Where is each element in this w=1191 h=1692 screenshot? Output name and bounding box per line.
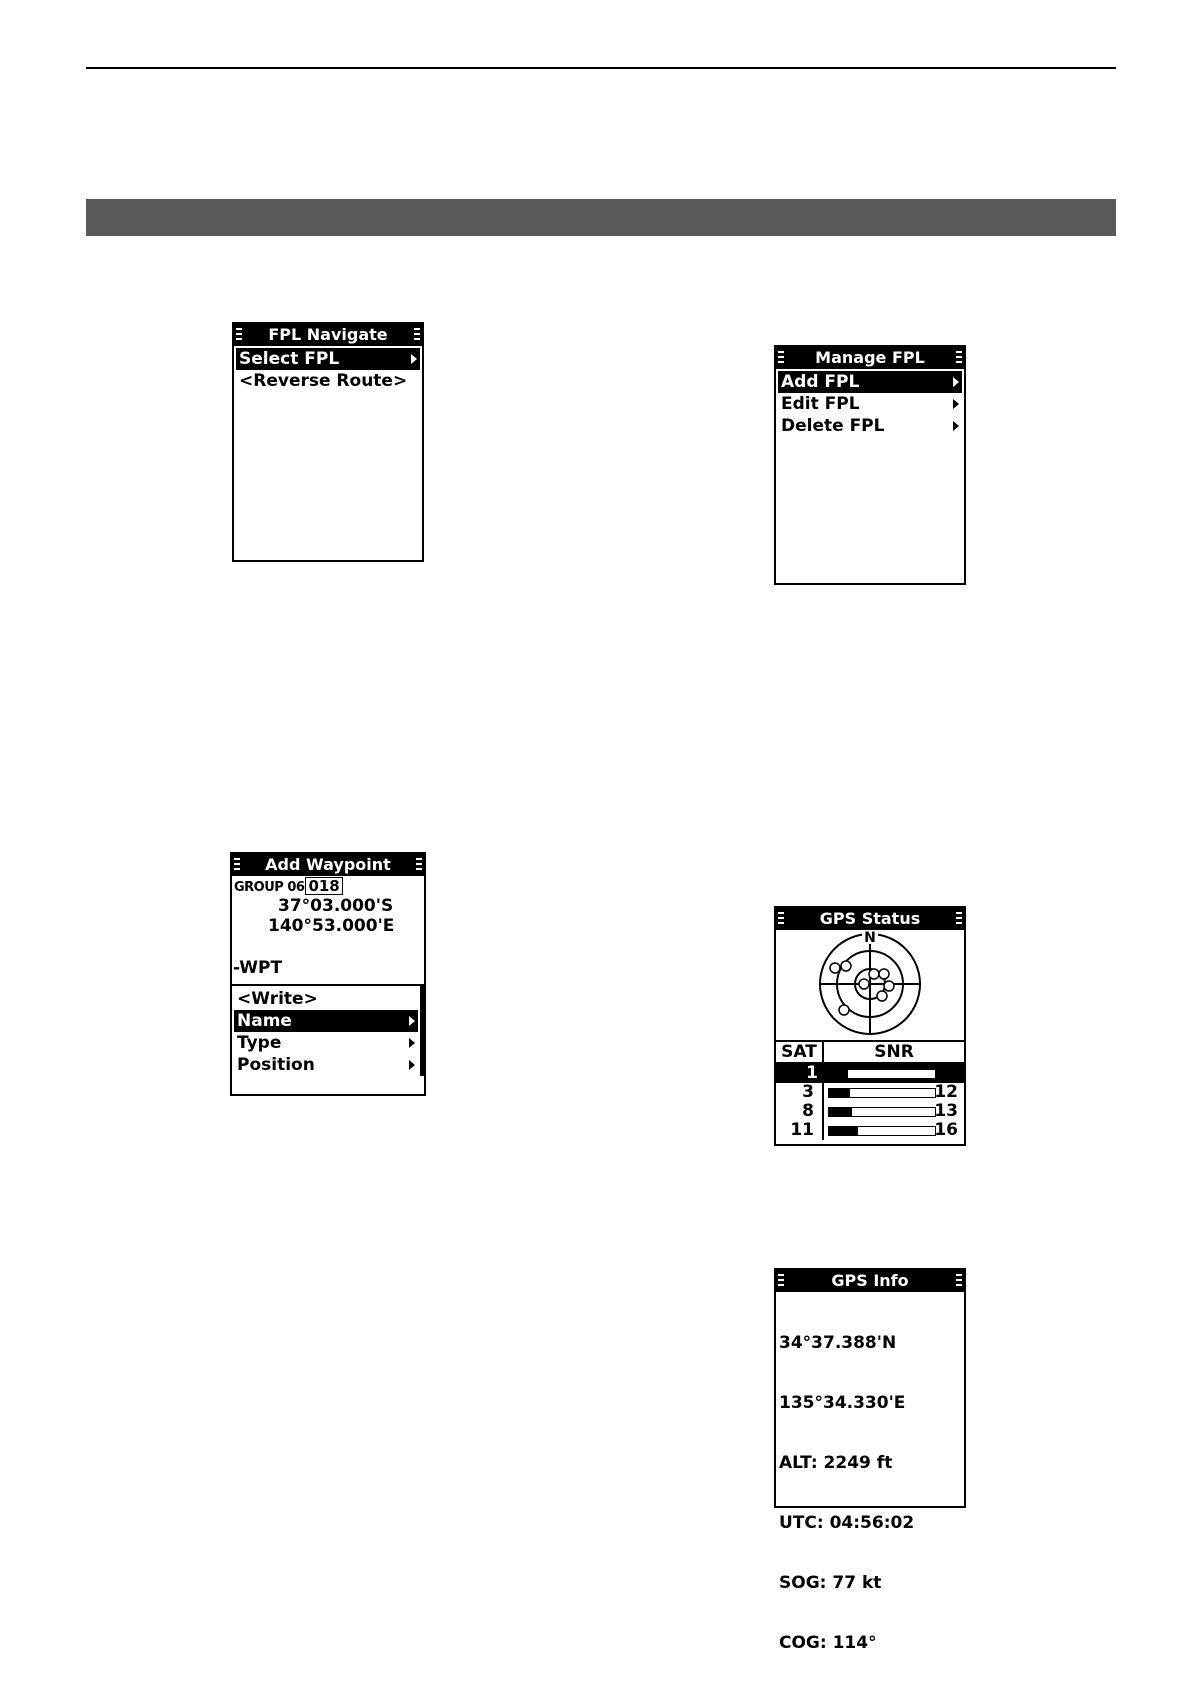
snr-bar (828, 1088, 936, 1098)
snr-bar-fill (829, 1108, 852, 1116)
snr-bar (828, 1126, 936, 1136)
column-snr: SNR (874, 1042, 914, 1062)
right-triangle-icon (411, 354, 417, 364)
waypoint-number[interactable]: 018 (305, 877, 342, 895)
menu-item-name[interactable]: Name (234, 1010, 418, 1032)
snr-bar-fill (829, 1127, 858, 1135)
screen-title: GPS Status (819, 909, 921, 928)
title-bar (232, 854, 424, 876)
fpl-navigate-screen (232, 322, 424, 562)
menu-item-reverse-route[interactable]: <Reverse Route> (239, 371, 408, 391)
snr-bar-fill (829, 1089, 850, 1097)
satellite-row[interactable] (776, 1121, 964, 1140)
section-header-bar (86, 199, 1116, 236)
gps-info-lines (776, 1292, 964, 1692)
north-label: N (864, 930, 876, 946)
satellite-row[interactable] (776, 1102, 964, 1121)
gps-info-longitude: 135°34.330'E (779, 1393, 906, 1413)
satellite-marker (839, 1005, 849, 1015)
gps-status-screen (774, 906, 966, 1146)
satellite-marker (841, 961, 851, 971)
snr-value: 12 (934, 1082, 958, 1102)
title-bar (776, 908, 964, 930)
snr-bar-fill (829, 1070, 848, 1078)
satellite-table (776, 1040, 964, 1140)
satellite-table-header (776, 1042, 964, 1064)
gps-info-latitude: 34°37.388'N (779, 1333, 897, 1353)
snr-bar (828, 1069, 936, 1079)
menu-item-type[interactable]: Type (234, 1032, 418, 1054)
menu-item-write[interactable]: <Write> (237, 989, 318, 1009)
satellite-marker (877, 991, 887, 1001)
gps-info-screen (774, 1268, 966, 1653)
satellite-id: 3 (802, 1082, 814, 1102)
waypoint-group-row (232, 876, 424, 896)
right-triangle-icon (409, 1060, 415, 1070)
satellite-marker (869, 969, 879, 979)
title-bar (776, 347, 964, 369)
satellite-marker (879, 969, 889, 979)
title-bar (776, 1270, 964, 1292)
menu-lines-icon (956, 1274, 962, 1288)
screen-title: Add Waypoint (265, 855, 391, 874)
menu-lines-icon (778, 351, 784, 365)
menu-lines-icon (234, 858, 240, 872)
menu-item-select-fpl[interactable]: Select FPL (236, 348, 420, 370)
gps-info-altitude: ALT: 2249 ft (779, 1453, 893, 1473)
screen-title: FPL Navigate (268, 325, 388, 344)
waypoint-name: -WPT (233, 958, 283, 978)
right-triangle-icon (953, 399, 959, 409)
satellite-id: 1 (778, 1064, 818, 1083)
menu-item-delete-fpl[interactable]: Delete FPL (778, 415, 962, 437)
snr-bar (828, 1107, 936, 1117)
screen-title: Manage FPL (815, 348, 925, 367)
waypoint-details (232, 876, 424, 1076)
snr-value: 16 (934, 1120, 958, 1140)
menu-lines-icon (414, 328, 420, 342)
right-triangle-icon (409, 1038, 415, 1048)
right-triangle-icon (409, 1016, 415, 1026)
waypoint-latitude: 37°03.000'S (278, 896, 394, 916)
menu-lines-icon (778, 1274, 784, 1288)
right-triangle-icon (953, 421, 959, 431)
gps-info-cog: COG: 114° (779, 1633, 877, 1653)
menu-lines-icon (416, 858, 422, 872)
sky-plot-graphic (776, 930, 964, 1040)
satellite-rows (776, 1064, 964, 1140)
menu-lines-icon (236, 328, 242, 342)
manage-fpl-menu (776, 369, 964, 437)
menu-lines-icon (956, 912, 962, 926)
satellite-marker (830, 963, 840, 973)
satellite-row[interactable] (776, 1064, 964, 1083)
satellite-id: 8 (802, 1101, 814, 1121)
satellite-sky-plot (776, 930, 964, 1040)
satellite-id: 11 (790, 1120, 814, 1140)
group-label: GROUP 06 (234, 880, 305, 895)
menu-item-position[interactable]: Position (234, 1054, 418, 1076)
gps-info-utc: UTC: 04:56:02 (779, 1513, 915, 1533)
menu-item-edit-fpl[interactable]: Edit FPL (778, 393, 962, 415)
snr-value: 11 (934, 1063, 958, 1083)
add-waypoint-screen (230, 852, 426, 1096)
satellite-row[interactable] (776, 1083, 964, 1102)
snr-value: 13 (934, 1101, 958, 1121)
right-triangle-icon (953, 377, 959, 387)
menu-lines-icon (956, 351, 962, 365)
title-bar (234, 324, 422, 346)
menu-lines-icon (778, 912, 784, 926)
waypoint-submenu (232, 984, 424, 1076)
satellite-marker (859, 979, 869, 989)
fpl-navigate-menu (234, 346, 422, 392)
scrollbar[interactable] (420, 986, 424, 1076)
manage-fpl-screen (774, 345, 966, 585)
screen-title: GPS Info (831, 1271, 909, 1290)
waypoint-longitude: 140°53.000'E (268, 916, 395, 936)
menu-item-add-fpl[interactable]: Add FPL (778, 371, 962, 393)
gps-info-sog: SOG: 77 kt (779, 1573, 882, 1593)
satellite-marker (884, 981, 894, 991)
column-sat: SAT (776, 1042, 824, 1062)
top-rule (86, 67, 1116, 69)
